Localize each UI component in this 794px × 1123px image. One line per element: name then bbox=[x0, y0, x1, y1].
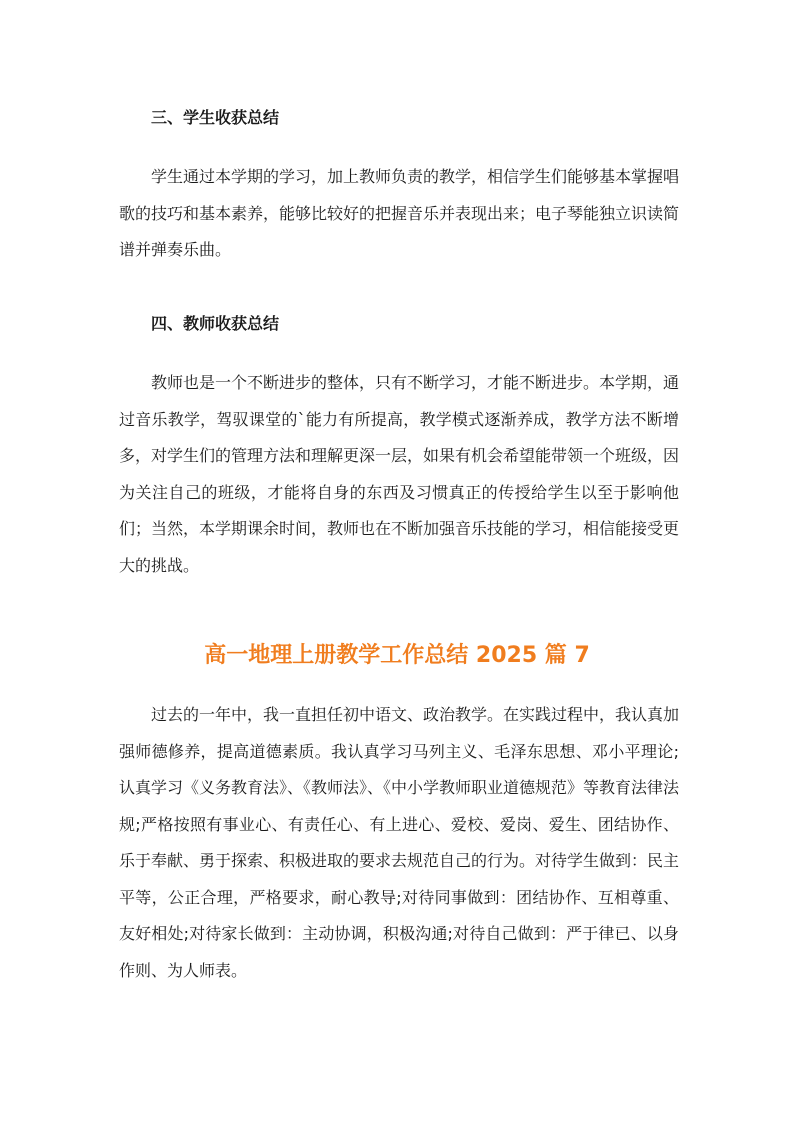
section-heading-student-gains: 三、学生收获总结 bbox=[151, 108, 280, 127]
section-body-teacher-gains: 教师也是一个不断进步的整体，只有不断学习，才能不断进步。本学期，通过音乐教学，驾驭课堂的`能力有所提高，教学模式逐渐养成，教学方法不断增多，对学生们的管理方法和理解更深一层，如果有机会希望能带领一个班级，因为关注自己的班级，才能将自身的东西及习惯真正的传授给学生以至于影响他们；当然，本学期课余时间，教师也在不断加强音乐技能的学习，相信能接受更大的挑战。 bbox=[119, 373, 680, 575]
section-heading-teacher-gains: 四、教师收获总结 bbox=[151, 314, 280, 333]
section-body-student-gains: 学生通过本学期的学习，加上教师负责的教学，相信学生们能够基本掌握唱歌的技巧和基本素养，能够比较好的把握音乐并表现出来；电子琴能独立识读简谱并弹奏乐曲。 bbox=[119, 167, 680, 259]
article-title: 高一地理上册教学工作总结 2025 篇 7 bbox=[204, 643, 590, 668]
article-body: 过去的一年中，我一直担任初中语文、政治教学。在实践过程中，我认真加强师德修养，提高道德素质。我认真学习马列主义、毛泽东思想、邓小平理论;认真学习《义务教育法》、《教师法》、《中小学教师职业道德规范》等教育法律法规;严格按照有事业心、有责任心、有上进心、爱校、爱岗、爱生、团结协作、乐于奉献、勇于探索、积极进取的要求去规范自己的行为。对待学生做到：民主平等，公正合理，严格要求，耐心教导;对待同事做到：团结协作、互相尊重、友好相处;对待家长做到：主动协调，积极沟通;对待自己做到：严于律已、以身作则、为人师表。 bbox=[119, 705, 680, 980]
